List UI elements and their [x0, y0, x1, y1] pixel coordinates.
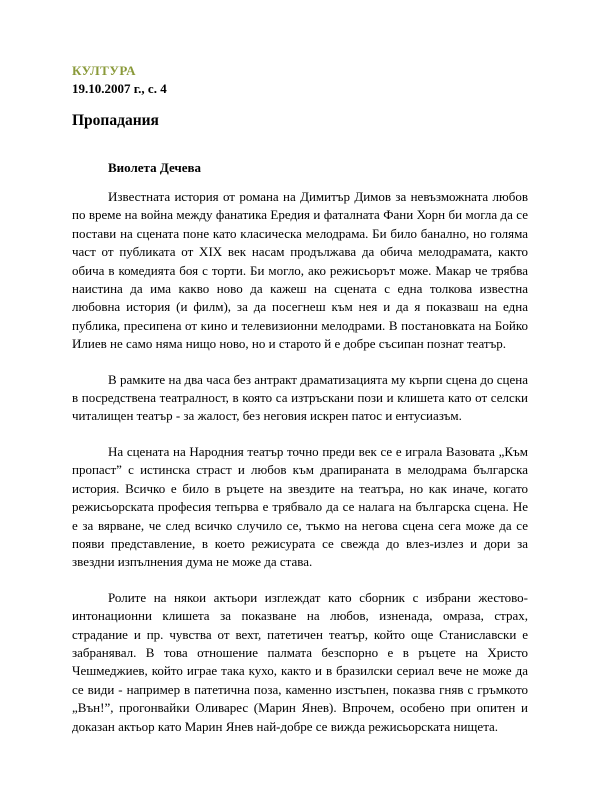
paragraph: На сцената на Народния театър точно преди век се е играла Вазовата „Към пропаст” с истинска страст и любов към драпираната в мелодрама българска история. Всичко е било в ръцете на звездите на театъра, но как иначе, когато режисьорската професия тепърва е трябвало да се налага на българска сцена. Не е за вярване, че след всичко случило се, тъкмо на негова сцена сега може да се появи представление, в което режисурата се свежда до влез-излез и дори за звездни изпълнения дума не може да става.: [72, 443, 528, 570]
article-body: [72, 188, 528, 736]
paragraph: В рамките на два часа без антракт драматизацията му кърпи сцена до сцена в посредствена театралност, в която са изтръскани пози и клишета като от селски читалищен театър - за жалост, без неговия искрен патос и ентусиазъм.: [72, 371, 528, 424]
document-page: [72, 62, 528, 753]
article-title: Пропадания: [72, 112, 159, 129]
issue-date: 19.10.2007 г., с. 4: [72, 81, 167, 96]
article-author: Виолета Дечева: [108, 160, 202, 175]
paragraph: Известната история от романа на Димитър Димов за невъзможната любов по време на война между фанатика Ередия и фаталната Фани Хорн би могла да се постави на сцената поне като класическа мелодрама. Би било банално, но голяма част от публиката от XIX век насам продължава да обича мелодрамата, както обича в комедията боя с торти. Би могло, ако режисьорът може. Макар че трябва наистина да има какво ново да кажеш на сцената с една толкова известна любовна история (и филм), за да посегнеш към нея и да я показваш на една публика, пресипена от кино и телевизионни мелодрами. В постановката на Бойко Илиев не само няма нищо ново, но и старото й е добре съсипан познат театър.: [72, 189, 528, 352]
newspaper-logo: КУЛТУРА: [72, 63, 137, 78]
paragraph: Ролите на някои актьори изглеждат като сборник с избрани жестово-интонационни клишета за показване на любов, изненада, омраза, страх, страдание и пр. чувства от вехт, патетичен театър, който още Станиславски е забранявал. В това отношение палмата безспорно е в ръцете на Христо Чешмеджиев, който играе така кухо, както и в бразилски сериал вече не може да се види - например в патетична поза, каменно изстъпен, показва гняв с гръмкото „Вън!”, прогонвайки Оливарес (Марин Янев). Впрочем, особено при опитен и доказан актьор като Марин Янев най-добре се вижда режисьорската нищета.: [72, 589, 528, 734]
